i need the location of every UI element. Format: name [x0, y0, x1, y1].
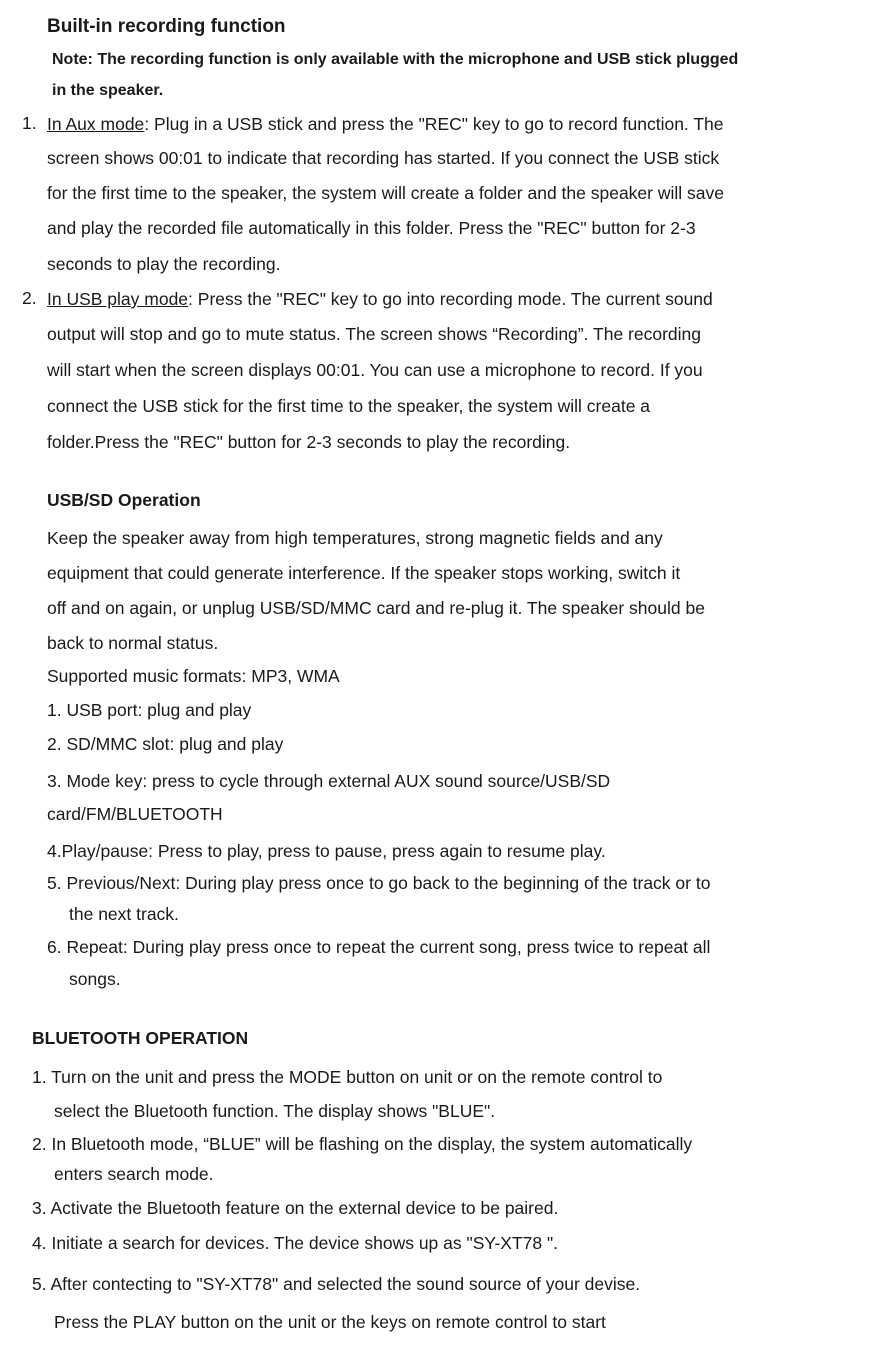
usb-sd-item3-line1: 3. Mode key: press to cycle through external AUX sound source/USB/SD — [47, 771, 611, 791]
recording-item2-line2: output will stop and go to mute status. The screen shows “Recording”. The recording — [47, 324, 702, 344]
recording-note-line1: Note: The recording function is only available with the microphone and USB stick plugged — [52, 51, 739, 68]
bluetooth-item1-line1: 1. Turn on the unit and press the MODE button on unit or on the remote control to — [32, 1067, 663, 1087]
recording-item2-line3: will start when the screen displays 00:01. You can use a microphone to record. If you — [47, 360, 703, 380]
usb-play-mode-label: In USB play mode — [47, 289, 189, 309]
usb-sd-item3-line2: card/FM/BLUETOOTH — [47, 804, 223, 824]
aux-mode-label: In Aux mode — [47, 114, 145, 134]
usb-sd-item6-line2: songs. — [69, 969, 121, 989]
recording-item1-line2: screen shows 00:01 to indicate that recording has started. If you connect the USB stick — [47, 148, 720, 168]
usb-sd-item5-line1: 5. Previous/Next: During play press once to go back to the beginning of the track or to — [47, 873, 711, 893]
recording-item1-line1-text: : Plug in a USB stick and press the "REC" key to go to record function. The — [144, 114, 724, 134]
recording-item1-line3: for the first time to the speaker, the system will create a folder and the speaker will save — [47, 183, 724, 203]
recording-item2-number: 2. — [22, 288, 37, 308]
usb-sd-item4: 4.Play/pause: Press to play, press to pause, press again to resume play. — [47, 841, 606, 861]
recording-note-line2: in the speaker. — [52, 82, 164, 99]
recording-item2-line5: folder.Press the "REC" button for 2-3 seconds to play the recording. — [47, 432, 571, 452]
supported-formats: Supported music formats: MP3, WMA — [47, 666, 340, 686]
bluetooth-heading: BLUETOOTH OPERATION — [32, 1028, 249, 1048]
usb-sd-para-line1: Keep the speaker away from high temperatures, strong magnetic fields and any — [47, 528, 663, 548]
bluetooth-item2-line1: 2. In Bluetooth mode, “BLUE” will be flashing on the display, the system automatically — [32, 1134, 693, 1154]
usb-sd-item1: 1. USB port: plug and play — [47, 700, 252, 720]
recording-heading: Built-in recording function — [47, 16, 286, 37]
recording-item2-line4: connect the USB stick for the first time to the speaker, the system will create a — [47, 396, 651, 416]
usb-sd-item5-line2: the next track. — [69, 904, 179, 924]
bluetooth-item5-line2: Press the PLAY button on the unit or the keys on remote control to start — [54, 1312, 606, 1332]
usb-sd-item6-line1: 6. Repeat: During play press once to repeat the current song, press twice to repeat all — [47, 937, 711, 957]
bluetooth-item1-line2: select the Bluetooth function. The display shows "BLUE". — [54, 1101, 496, 1121]
recording-item1-line4: and play the recorded file automatically in this folder. Press the "REC" button for 2-3 — [47, 218, 696, 238]
recording-item2-line1 — [47, 288, 713, 310]
recording-item1-line5: seconds to play the recording. — [47, 254, 281, 274]
usb-sd-item2: 2. SD/MMC slot: plug and play — [47, 734, 284, 754]
usb-sd-para-line4: back to normal status. — [47, 633, 219, 653]
recording-item1-line1 — [47, 113, 724, 135]
usb-sd-heading: USB/SD Operation — [47, 490, 201, 510]
recording-item2-line1-text: : Press the "REC" key to go into recording mode. The current sound — [188, 289, 713, 309]
usb-sd-para-line2: equipment that could generate interference. If the speaker stops working, switch it — [47, 563, 681, 583]
recording-item1-number: 1. — [22, 113, 37, 133]
bluetooth-item3: 3. Activate the Bluetooth feature on the external device to be paired. — [32, 1198, 559, 1218]
bluetooth-item4: 4. Initiate a search for devices. The device shows up as "SY-XT78 ". — [32, 1233, 559, 1253]
bluetooth-item2-line2: enters search mode. — [54, 1164, 214, 1184]
usb-sd-para-line3: off and on again, or unplug USB/SD/MMC card and re-plug it. The speaker should be — [47, 598, 705, 618]
bluetooth-item5-line1: 5. After contecting to "SY-XT78" and selected the sound source of your devise. — [32, 1274, 641, 1294]
